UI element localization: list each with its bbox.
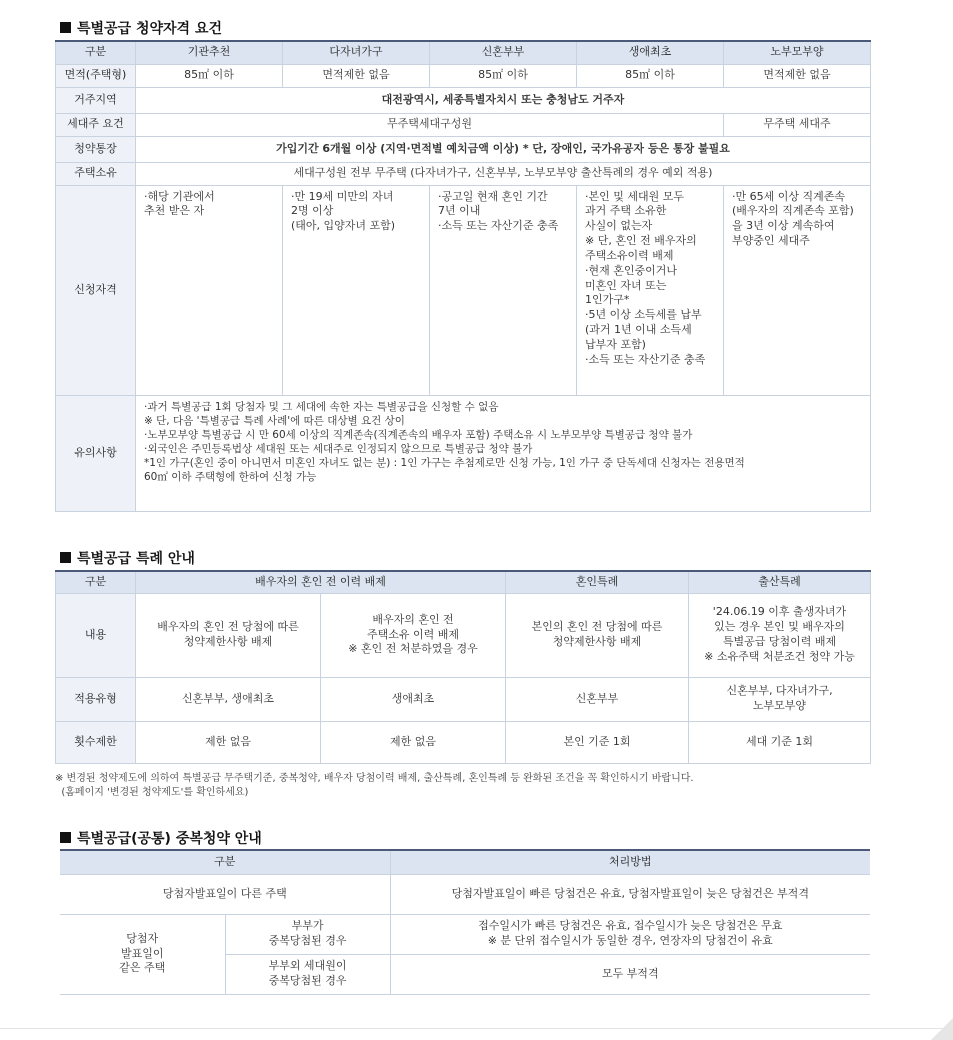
couple-value: [390, 914, 870, 954]
content-cell: [136, 593, 321, 677]
list-item: 추천 받은 자: [144, 204, 205, 218]
row-label-account: 청약통장: [56, 136, 136, 162]
list-item: ※ 단, 혼인 전 배우자의: [585, 234, 697, 248]
qualification-agency: [136, 185, 283, 395]
change-notice: [55, 772, 694, 800]
header-birth-special: 출산특례: [689, 571, 871, 593]
table-header-row: [60, 850, 870, 874]
page-divider: [0, 1028, 953, 1029]
type-value: 신혼부부, 다자녀가구, 노부모부양: [689, 677, 871, 721]
change-notice-line: ※ 변경된 청약제도에 의하여 특별공급 무주택기준, 중복청약, 배우자 당첨이력 배제, 출산특례, 혼인특례 등 완화된 조건을 꼭 확인하시기 바랍니다.: [55, 773, 694, 784]
list-item: ·소득 또는 자산기준 충족: [438, 219, 559, 233]
section3-title-text: 특별공급(공통) 중복청약 안내: [77, 831, 262, 847]
header-category: 구분: [56, 41, 136, 64]
table-row-content: [56, 593, 871, 677]
header-newlywed: 신혼부부: [430, 41, 577, 64]
content-line: 청약제한사항 배제: [183, 635, 273, 648]
list-item: 납부자 포함): [585, 337, 646, 351]
area-value: 85㎡ 이하: [136, 64, 283, 87]
page-curl-icon: [931, 1018, 953, 1040]
header-agency: 기관추천: [136, 41, 283, 64]
type-value: 신혼부부: [506, 677, 689, 721]
list-item: ·해당 기관에서: [144, 189, 215, 203]
ownership-value: 세대구성원 전부 무주택 (다자녀가구, 신혼부부, 노부모부양 출산특례의 경우 예외 적용): [136, 162, 871, 185]
row-label-area: 면적(주택형): [56, 64, 136, 87]
type-value: 신혼부부, 생애최초: [136, 677, 321, 721]
header-marriage-special: 혼인특례: [506, 571, 689, 593]
content-line: '24.06.19 이후 출생자녀가: [712, 605, 847, 619]
list-item: ·본인 및 세대원 모두: [585, 189, 684, 203]
duplicate-application-table: [60, 849, 870, 995]
content-cell: [321, 593, 506, 677]
area-value: 면적제한 없음: [283, 64, 430, 87]
row-label-same-date: 당첨자 발표일이 같은 주택: [60, 914, 225, 994]
area-value: 85㎡ 이하: [577, 64, 724, 87]
list-item: 사실이 없는자: [585, 219, 653, 233]
table-row: [60, 914, 870, 954]
header-elderly: 노부모부양: [724, 41, 871, 64]
content-cell: [689, 593, 871, 677]
section1-title: [60, 18, 222, 38]
list-item: (과거 1년 이내 소득세: [585, 323, 692, 337]
row-label-couple: 부부가 중복당첨된 경우: [225, 914, 390, 954]
notice-line: 60㎡ 이하 주택형에 한하여 신청 가능: [144, 471, 317, 484]
change-notice-line: (홈페이지 '변경된 청약제도'를 확인하세요): [55, 787, 249, 798]
qualification-newlywed: [430, 185, 577, 395]
table-row-limit: [56, 721, 871, 763]
row-label-type: 적용유형: [56, 677, 136, 721]
limit-value: 본인 기준 1회: [506, 721, 689, 763]
list-item: ·소득 또는 자산기준 충족: [585, 352, 706, 366]
content-line: ※ 소유주택 처분조건 청약 가능: [704, 649, 855, 663]
notice-line: ·노부모부양 특별공급 시 만 60세 이상의 직계존속(직계존속의 배우자 포함) 주택소유 시 노부모부양 특별공급 청약 불가: [144, 428, 693, 441]
row-label-qualification: 신청자격: [56, 185, 136, 395]
householder-value: 무주택세대구성원: [136, 113, 724, 136]
content-line: 본인의 혼인 전 당첨에 따른: [531, 620, 663, 634]
table-row-ownership: [56, 162, 871, 185]
list-item: 을 3년 이상 계속하여: [732, 219, 835, 233]
list-item: 7년 이내: [438, 204, 481, 218]
list-item: ·현재 혼인중이거나: [585, 263, 678, 277]
content-cell: [506, 593, 689, 677]
header-category: 구분: [60, 850, 390, 874]
householder-value-last: 무주택 세대주: [724, 113, 871, 136]
content-line: 주택소유 이력 배제: [366, 627, 459, 641]
table-row-type: [56, 677, 871, 721]
type-value: 생애최초: [321, 677, 506, 721]
square-bullet-icon: [60, 832, 71, 843]
list-item: 과거 주택 소유한: [585, 204, 667, 218]
content-line: 배우자의 혼인 전: [372, 612, 454, 626]
row-label-different-date: 당첨자발표일이 다른 주택: [60, 874, 390, 914]
table-row-residence: [56, 87, 871, 113]
residence-value: 대전광역시, 세종특별자치시 또는 충청남도 거주자: [136, 87, 871, 113]
content-line: 배우자의 혼인 전 당첨에 따른: [157, 620, 299, 634]
table-row-notice: [56, 395, 871, 511]
row-label-residence: 거주지역: [56, 87, 136, 113]
row-label-householder: 세대주 요건: [56, 113, 136, 136]
notice-value: [136, 395, 871, 511]
list-item: (태아, 입양자녀 포함): [291, 219, 396, 233]
row-label-ownership: 주택소유: [56, 162, 136, 185]
content-line: 있는 경우 본인 및 배우자의: [714, 620, 845, 634]
list-item: 미혼인 자녀 또는: [585, 278, 667, 292]
header-spouse-history: 배우자의 혼인 전 이력 배제: [136, 571, 506, 593]
section2-title: [60, 548, 195, 568]
section3-title: [60, 828, 262, 848]
couple-value-line: ※ 분 단위 접수일시가 동일한 경우, 연장자의 당첨건이 유효: [487, 934, 773, 947]
area-value: 85㎡ 이하: [430, 64, 577, 87]
qualification-elderly: [724, 185, 871, 395]
header-multichild: 다자녀가구: [283, 41, 430, 64]
qualification-firsttime: [577, 185, 724, 395]
limit-value: 제한 없음: [136, 721, 321, 763]
list-item: (배우자의 직계존속 포함): [732, 204, 854, 218]
square-bullet-icon: [60, 22, 71, 33]
list-item: 2명 이상: [291, 204, 334, 218]
notice-line: ·외국인은 주민등록법상 세대원 또는 세대주로 인정되지 않으므로 특별공급 청약 불가: [144, 443, 533, 456]
special-case-table: [55, 570, 871, 764]
table-header-row: [56, 571, 871, 593]
notice-line: ·과거 특별공급 1회 당첨자 및 그 세대에 속한 자는 특별공급을 신청할 수 없음: [144, 400, 499, 413]
table-row-qualification: [56, 185, 871, 395]
table-row-householder: [56, 113, 871, 136]
notice-line: *1인 가구(혼인 중이 아니면서 미혼인 자녀도 없는 분) : 1인 가구는 추첨제로만 신청 가능, 1인 가구 중 단독세대 신청자는 전용면적: [144, 457, 745, 470]
row-label-other-member: 부부외 세대원이 중복당첨된 경우: [225, 954, 390, 994]
header-processing: 처리방법: [390, 850, 870, 874]
couple-value-line: 접수일시가 빠른 당첨건은 유효, 접수일시가 늦은 당첨건은 무효: [478, 919, 783, 933]
account-value: 가입기간 6개월 이상 (지역·면적별 예치금액 이상) * 단, 장애인, 국가유공자 등은 통장 불필요: [136, 136, 871, 162]
limit-value: 세대 기준 1회: [689, 721, 871, 763]
content-line: 청약제한사항 배제: [552, 635, 642, 648]
row-label-limit: 횟수제한: [56, 721, 136, 763]
header-category: 구분: [56, 571, 136, 593]
row-label-notice: 유의사항: [56, 395, 136, 511]
eligibility-table: [55, 40, 871, 512]
square-bullet-icon: [60, 552, 71, 563]
list-item: ·만 65세 이상 직계존속: [732, 189, 845, 203]
table-row-account: [56, 136, 871, 162]
content-line: ※ 혼인 전 처분하였을 경우: [348, 642, 478, 656]
list-item: ·만 19세 미만의 자녀: [291, 189, 394, 203]
qualification-multichild: [283, 185, 430, 395]
area-value: 면적제한 없음: [724, 64, 871, 87]
other-member-value: 모두 부적격: [390, 954, 870, 994]
limit-value: 제한 없음: [321, 721, 506, 763]
table-header-row: [56, 41, 871, 64]
list-item: 1인가구*: [585, 293, 630, 307]
table-row-area: [56, 64, 871, 87]
row-label-content: 내용: [56, 593, 136, 677]
section1-title-text: 특별공급 청약자격 요건: [77, 21, 222, 37]
section2-title-text: 특별공급 특례 안내: [77, 551, 195, 567]
content-line: 특별공급 당첨이력 배제: [722, 635, 837, 648]
list-item: 주택소유이력 배제: [585, 248, 674, 262]
table-row: [60, 874, 870, 914]
notice-line: ※ 단, 다음 '특별공급 특례 사례'에 따른 대상별 요건 상이: [144, 414, 405, 427]
list-item: 부양중인 세대주: [732, 234, 810, 248]
header-firsttime: 생애최초: [577, 41, 724, 64]
list-item: ·5년 이상 소득세를 납부: [585, 308, 702, 322]
list-item: ·공고일 현재 혼인 기간: [438, 189, 548, 203]
different-date-value: 당첨자발표일이 빠른 당첨건은 유효, 당첨자발표일이 늦은 당첨건은 부적격: [390, 874, 870, 914]
